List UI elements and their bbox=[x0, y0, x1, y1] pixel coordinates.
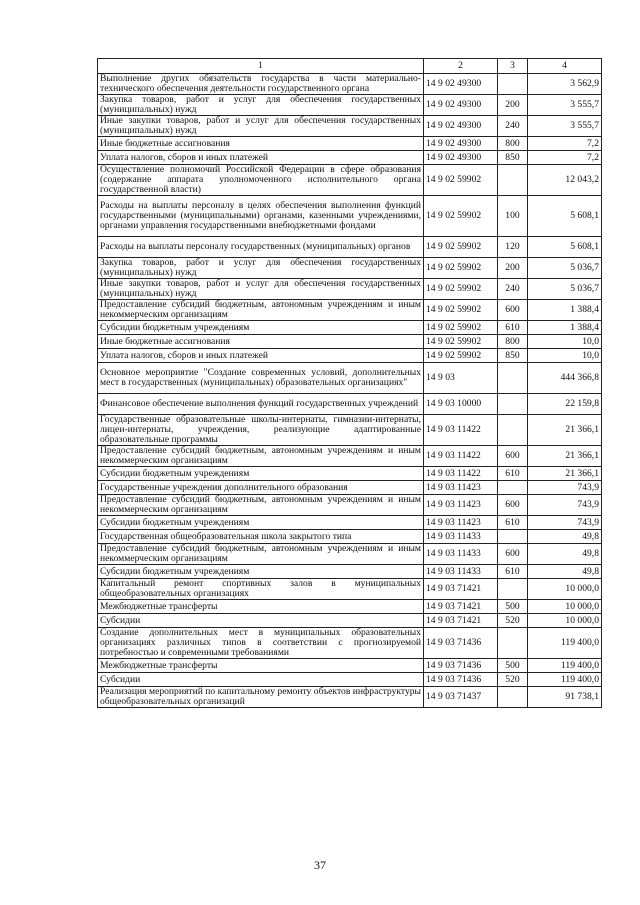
cell-type: 850 bbox=[498, 151, 528, 165]
cell-name: Субсидии bbox=[98, 614, 424, 628]
cell-type: 200 bbox=[498, 95, 528, 116]
table-row bbox=[98, 530, 602, 544]
table-row bbox=[98, 659, 602, 673]
cell-code: 14 9 02 59902 bbox=[424, 165, 498, 196]
cell-amount: 3 562,9 bbox=[528, 74, 602, 95]
table-row bbox=[98, 349, 602, 363]
header-row bbox=[98, 59, 602, 74]
table-row bbox=[98, 300, 602, 321]
cell-amount: 91 738,1 bbox=[528, 687, 602, 708]
cell-amount: 1 388,4 bbox=[528, 321, 602, 335]
cell-name: Предоставление субсидий бюджетным, автономным учреждениям и иным некоммерческим организациям bbox=[98, 446, 424, 467]
table-row bbox=[98, 335, 602, 349]
cell-amount: 10 000,0 bbox=[528, 600, 602, 614]
cell-name: Государственные образовательные школы-интернаты, гимназии-интернаты, лицеи-интернаты, учреждения, реализующие адаптированные образовательные программы bbox=[98, 415, 424, 446]
cell-amount: 21 366,1 bbox=[528, 446, 602, 467]
cell-amount: 119 400,0 bbox=[528, 673, 602, 687]
cell-code: 14 9 03 11422 bbox=[424, 446, 498, 467]
cell-name: Уплата налогов, сборов и иных платежей bbox=[98, 151, 424, 165]
cell-name: Государственная общеобразовательная школа закрытого типа bbox=[98, 530, 424, 544]
cell-name: Предоставление субсидий бюджетным, автономным учреждениям и иным некоммерческим организациям bbox=[98, 544, 424, 565]
cell-type: 610 bbox=[498, 321, 528, 335]
cell-type bbox=[498, 628, 528, 659]
cell-name: Осуществление полномочий Российской Федерации в сфере образования (содержание аппарата уполномоченного исполнительного органа государственной власти) bbox=[98, 165, 424, 196]
table-row bbox=[98, 481, 602, 495]
cell-name: Субсидии bbox=[98, 673, 424, 687]
cell-code: 14 9 03 71421 bbox=[424, 579, 498, 600]
table-row bbox=[98, 600, 602, 614]
table-row bbox=[98, 258, 602, 279]
cell-amount: 5 608,1 bbox=[528, 237, 602, 258]
cell-amount: 743,9 bbox=[528, 481, 602, 495]
cell-name: Создание дополнительных мест в муниципальных образовательных организациях различных типов в соответствии с прогнозируемой потребностью и современными требованиями bbox=[98, 628, 424, 659]
cell-code: 14 9 03 11423 bbox=[424, 516, 498, 530]
cell-code: 14 9 02 59902 bbox=[424, 335, 498, 349]
cell-amount: 743,9 bbox=[528, 516, 602, 530]
table-row bbox=[98, 516, 602, 530]
table-row bbox=[98, 628, 602, 659]
cell-name: Финансовое обеспечение выполнения функций государственных учреждений bbox=[98, 394, 424, 415]
table-row bbox=[98, 579, 602, 600]
page-number: 37 bbox=[314, 858, 326, 872]
table-row bbox=[98, 137, 602, 151]
table-row bbox=[98, 687, 602, 708]
cell-amount: 7,2 bbox=[528, 137, 602, 151]
cell-code: 14 9 02 49300 bbox=[424, 74, 498, 95]
cell-type: 520 bbox=[498, 614, 528, 628]
cell-type bbox=[498, 530, 528, 544]
cell-amount: 119 400,0 bbox=[528, 628, 602, 659]
cell-type: 500 bbox=[498, 600, 528, 614]
cell-amount: 10 000,0 bbox=[528, 579, 602, 600]
cell-amount: 10,0 bbox=[528, 349, 602, 363]
cell-amount: 444 366,8 bbox=[528, 363, 602, 394]
cell-type: 500 bbox=[498, 659, 528, 673]
cell-name: Субсидии бюджетным учреждениям bbox=[98, 321, 424, 335]
table-row bbox=[98, 673, 602, 687]
cell-code: 14 9 03 11422 bbox=[424, 467, 498, 481]
table-row bbox=[98, 614, 602, 628]
cell-code: 14 9 03 11422 bbox=[424, 415, 498, 446]
table-row bbox=[98, 95, 602, 116]
cell-name: Иные бюджетные ассигнования bbox=[98, 137, 424, 151]
cell-code: 14 9 03 71436 bbox=[424, 659, 498, 673]
cell-amount: 49,8 bbox=[528, 530, 602, 544]
cell-type: 600 bbox=[498, 495, 528, 516]
cell-code: 14 9 02 59902 bbox=[424, 196, 498, 237]
cell-code: 14 9 03 10000 bbox=[424, 394, 498, 415]
table-row bbox=[98, 394, 602, 415]
cell-name: Закупка товаров, работ и услуг для обеспечения государственных (муниципальных) нужд bbox=[98, 95, 424, 116]
cell-code: 14 9 02 59902 bbox=[424, 279, 498, 300]
cell-type bbox=[498, 579, 528, 600]
cell-type: 610 bbox=[498, 516, 528, 530]
table-row bbox=[98, 237, 602, 258]
cell-name: Закупка товаров, работ и услуг для обеспечения государственных (муниципальных) нужд bbox=[98, 258, 424, 279]
cell-name: Расходы на выплаты персоналу государственных (муниципальных) органов bbox=[98, 237, 424, 258]
cell-type: 520 bbox=[498, 673, 528, 687]
cell-amount: 12 043,2 bbox=[528, 165, 602, 196]
cell-type: 100 bbox=[498, 196, 528, 237]
cell-amount: 3 555,7 bbox=[528, 116, 602, 137]
cell-code: 14 9 03 11433 bbox=[424, 530, 498, 544]
cell-name: Межбюджетные трансферты bbox=[98, 600, 424, 614]
cell-name: Субсидии бюджетным учреждениям bbox=[98, 467, 424, 481]
cell-amount: 22 159,8 bbox=[528, 394, 602, 415]
table-row bbox=[98, 565, 602, 579]
cell-code: 14 9 03 11423 bbox=[424, 481, 498, 495]
cell-name: Предоставление субсидий бюджетным, автономным учреждениям и иным некоммерческим организациям bbox=[98, 300, 424, 321]
cell-code: 14 9 03 71421 bbox=[424, 614, 498, 628]
cell-type: 240 bbox=[498, 279, 528, 300]
cell-type: 600 bbox=[498, 300, 528, 321]
cell-code: 14 9 03 11423 bbox=[424, 495, 498, 516]
cell-type: 610 bbox=[498, 467, 528, 481]
table-row bbox=[98, 151, 602, 165]
cell-code: 14 9 02 49300 bbox=[424, 151, 498, 165]
cell-type bbox=[498, 363, 528, 394]
cell-name: Уплата налогов, сборов и иных платежей bbox=[98, 349, 424, 363]
cell-code: 14 9 02 59902 bbox=[424, 321, 498, 335]
cell-name: Иные закупки товаров, работ и услуг для обеспечения государственных (муниципальных) нужд bbox=[98, 279, 424, 300]
table-row bbox=[98, 446, 602, 467]
cell-name: Реализация мероприятий по капитальному ремонту объектов инфраструктуры общеобразовательных организаций bbox=[98, 687, 424, 708]
cell-name: Основное мероприятие "Создание современных условий, дополнительных мест в государственных (муниципальных) образовательных организациях" bbox=[98, 363, 424, 394]
cell-name: Предоставление субсидий бюджетным, автономным учреждениям и иным некоммерческим организациям bbox=[98, 495, 424, 516]
cell-type: 200 bbox=[498, 258, 528, 279]
table-row bbox=[98, 544, 602, 565]
cell-code: 14 9 02 59902 bbox=[424, 237, 498, 258]
table-row bbox=[98, 363, 602, 394]
cell-code: 14 9 03 71421 bbox=[424, 600, 498, 614]
cell-type: 850 bbox=[498, 349, 528, 363]
cell-amount: 21 366,1 bbox=[528, 415, 602, 446]
cell-code: 14 9 02 59902 bbox=[424, 349, 498, 363]
cell-name: Межбюджетные трансферты bbox=[98, 659, 424, 673]
cell-amount: 3 555,7 bbox=[528, 95, 602, 116]
cell-type: 610 bbox=[498, 565, 528, 579]
cell-name: Выполнение других обязательств государства в части материально-технического обеспечения деятельности государственного органа bbox=[98, 74, 424, 95]
header-col-1: 1 bbox=[98, 59, 424, 74]
cell-amount: 5 036,7 bbox=[528, 258, 602, 279]
table-row bbox=[98, 279, 602, 300]
cell-type bbox=[498, 165, 528, 196]
cell-name: Государственные учреждения дополнительного образования bbox=[98, 481, 424, 495]
table-row bbox=[98, 165, 602, 196]
cell-code: 14 9 02 59902 bbox=[424, 300, 498, 321]
cell-code: 14 9 03 71437 bbox=[424, 687, 498, 708]
cell-amount: 49,8 bbox=[528, 565, 602, 579]
table-row bbox=[98, 467, 602, 481]
cell-name: Расходы на выплаты персоналу в целях обеспечения выполнения функций государственными (муниципальными) органами, казенными учреждениями, органами управления государственными внебюджетными фондами bbox=[98, 196, 424, 237]
cell-code: 14 9 03 11433 bbox=[424, 565, 498, 579]
header-col-2: 2 bbox=[424, 59, 498, 74]
cell-amount: 5 608,1 bbox=[528, 196, 602, 237]
cell-amount: 1 388,4 bbox=[528, 300, 602, 321]
cell-type bbox=[498, 481, 528, 495]
cell-amount: 10 000,0 bbox=[528, 614, 602, 628]
header-col-3: 3 bbox=[498, 59, 528, 74]
cell-type bbox=[498, 687, 528, 708]
table-row bbox=[98, 196, 602, 237]
cell-type bbox=[498, 394, 528, 415]
cell-type: 240 bbox=[498, 116, 528, 137]
cell-code: 14 9 03 bbox=[424, 363, 498, 394]
cell-code: 14 9 02 59902 bbox=[424, 258, 498, 279]
table-row bbox=[98, 415, 602, 446]
cell-amount: 7,2 bbox=[528, 151, 602, 165]
cell-type: 600 bbox=[498, 446, 528, 467]
cell-code: 14 9 03 11433 bbox=[424, 544, 498, 565]
cell-name: Субсидии бюджетным учреждениям bbox=[98, 516, 424, 530]
cell-name: Иные закупки товаров, работ и услуг для обеспечения государственных (муниципальных) нужд bbox=[98, 116, 424, 137]
cell-amount: 5 036,7 bbox=[528, 279, 602, 300]
cell-name: Субсидии бюджетным учреждениям bbox=[98, 565, 424, 579]
table-header bbox=[98, 59, 602, 74]
cell-code: 14 9 03 71436 bbox=[424, 673, 498, 687]
cell-name: Капитальный ремонт спортивных залов в муниципальных общеобразовательных организациях bbox=[98, 579, 424, 600]
table-row bbox=[98, 495, 602, 516]
table-body bbox=[98, 74, 602, 708]
cell-type: 800 bbox=[498, 137, 528, 151]
table-row bbox=[98, 74, 602, 95]
cell-code: 14 9 02 49300 bbox=[424, 116, 498, 137]
cell-amount: 119 400,0 bbox=[528, 659, 602, 673]
cell-type bbox=[498, 415, 528, 446]
cell-type bbox=[498, 74, 528, 95]
cell-code: 14 9 02 49300 bbox=[424, 137, 498, 151]
cell-amount: 49,8 bbox=[528, 544, 602, 565]
document-page bbox=[97, 58, 601, 708]
cell-type: 600 bbox=[498, 544, 528, 565]
header-col-4: 4 bbox=[528, 59, 602, 74]
cell-type: 120 bbox=[498, 237, 528, 258]
cell-type: 800 bbox=[498, 335, 528, 349]
budget-table bbox=[97, 58, 602, 708]
cell-code: 14 9 02 49300 bbox=[424, 95, 498, 116]
cell-amount: 10,0 bbox=[528, 335, 602, 349]
table-row bbox=[98, 116, 602, 137]
cell-amount: 743,9 bbox=[528, 495, 602, 516]
table-row bbox=[98, 321, 602, 335]
cell-name: Иные бюджетные ассигнования bbox=[98, 335, 424, 349]
cell-code: 14 9 03 71436 bbox=[424, 628, 498, 659]
cell-amount: 21 366,1 bbox=[528, 467, 602, 481]
